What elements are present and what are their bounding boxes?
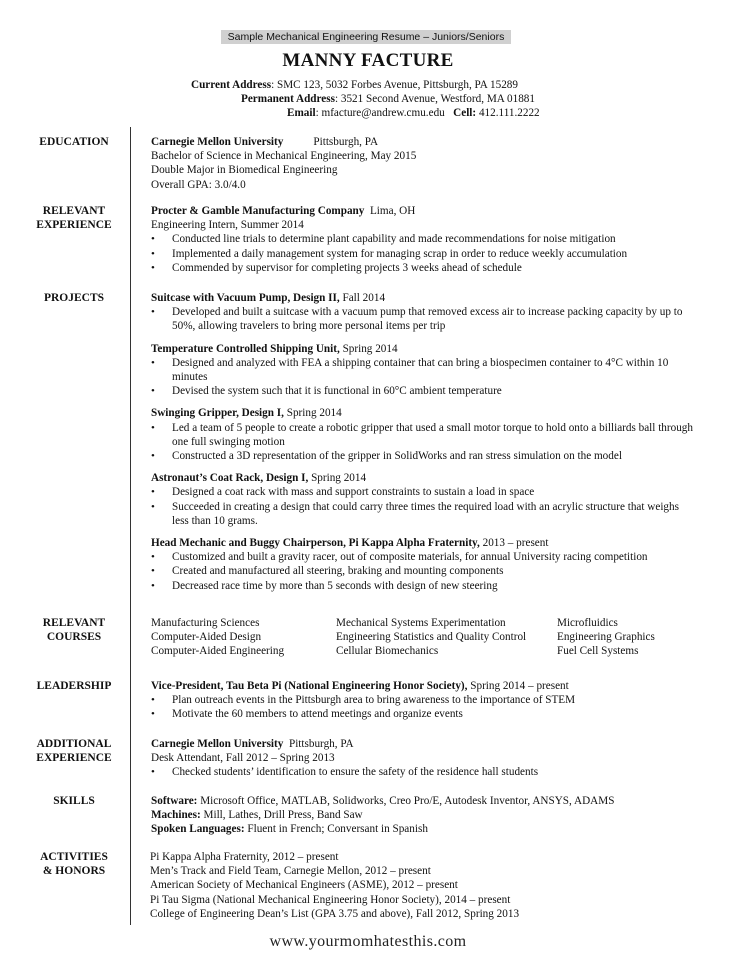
project-item <box>151 291 696 334</box>
courses-column-1 <box>151 616 284 659</box>
bullet-item: • Succeeded in creating a design that could carry three times the required load with an acrylic structure that weighs less than 10 grams. <box>151 500 696 528</box>
current-address-label: Current Address <box>191 79 272 91</box>
permanent-address-value: : 3521 Second Avenue, Westford, MA 01881 <box>334 93 535 105</box>
project-item <box>151 536 696 593</box>
project-title: Suitcase with Vacuum Pump, Design II, <box>151 292 340 304</box>
courses-label: RELEVANT COURSES <box>42 617 106 643</box>
projects-content <box>151 291 696 601</box>
experience-content <box>151 204 711 275</box>
machines-label: Machines: <box>151 809 201 822</box>
experience-bullets <box>151 232 711 275</box>
project-date: Spring 2014 <box>283 407 342 420</box>
bullet-item: • Implemented a daily management system for managing scrap in order to reduce weekly accumulation <box>151 247 711 261</box>
project-item <box>151 406 696 463</box>
additional-location: Pittsburgh, PA <box>288 738 354 750</box>
footer-watermark: www.yourmomhatesthis.com <box>269 933 467 950</box>
education-line: Bachelor of Science in Mechanical Engineering, May 2015 <box>151 150 417 163</box>
project-title: Astronaut’s Coat Rack, Design I, <box>151 472 309 485</box>
course-item: Computer-Aided Design <box>151 631 262 644</box>
bullet-item: • Conducted line trials to determine plant capability and made recommendations for noise mitigation <box>151 232 711 246</box>
course-item: Cellular Biomechanics <box>336 645 439 658</box>
project-date: 2013 – present <box>479 537 549 550</box>
activities-content <box>150 850 710 921</box>
experience-label: RELEVANT EXPERIENCE <box>36 205 112 231</box>
project-item <box>151 342 696 399</box>
additional-role: Desk Attendant, Fall 2012 – Spring 2013 <box>151 752 335 765</box>
course-item: Microfluidics <box>557 617 618 629</box>
bullet-item: • Checked students’ identification to ensure the safety of the residence hall students <box>151 765 711 779</box>
bullet-item: • Customized and built a gravity racer, out of composite materials, for annual University racing competition <box>151 550 696 564</box>
bullet-item: • Constructed a 3D representation of the gripper in SolidWorks and ran stress simulation on the model <box>151 449 696 463</box>
bullet-item: • Motivate the 60 members to attend meetings and organize events <box>151 707 711 721</box>
bullet-item: • Plan outreach events in the Pittsburgh area to bring awareness to the importance of STEM <box>151 693 711 707</box>
email-value: : mfacture@andrew.cmu.edu <box>315 107 445 119</box>
bullet-item: • Decreased race time by more than 5 seconds with design of new steering <box>151 579 696 593</box>
course-item: Mechanical Systems Experimentation <box>336 617 506 629</box>
software-label: Software: <box>151 795 198 807</box>
cell-value: 412.111.2222 <box>476 107 540 119</box>
project-date: Fall 2014 <box>339 292 386 304</box>
courses-column-2 <box>336 616 526 659</box>
resume-name: MANNY FACTURE <box>282 50 454 71</box>
project-title: Temperature Controlled Shipping Unit, <box>151 342 340 355</box>
leadership-content <box>151 679 711 722</box>
activity-item: Pi Kappa Alpha Fraternity, 2012 – present <box>150 851 339 863</box>
project-title: Head Mechanic and Buggy Chairperson, Pi Kappa Alpha Fraternity, <box>151 537 480 550</box>
projects-label: PROJECTS <box>43 292 105 304</box>
leadership-label: LEADERSHIP <box>36 680 112 692</box>
education-location: Pittsburgh, PA <box>313 136 379 148</box>
activities-label: ACTIVITIES & HONORS <box>40 851 108 877</box>
bullet-item: • Developed and built a suitcase with a vacuum pump that removed excess air to increase packing capacity by up to 50%, allowing travelers to bring more personal items per trip <box>151 305 696 333</box>
bullet-item: • Commended by supervisor for completing projects 3 weeks ahead of schedule <box>151 261 711 275</box>
education-label: EDUCATION <box>39 136 109 148</box>
activity-item: College of Engineering Dean’s List (GPA 3.75 and above), Fall 2012, Spring 2013 <box>150 907 520 920</box>
course-item: Engineering Graphics <box>557 631 655 644</box>
course-item: Engineering Statistics and Quality Control <box>336 631 527 644</box>
course-item: Manufacturing Sciences <box>151 617 260 629</box>
additional-label: ADDITIONAL EXPERIENCE <box>36 738 112 764</box>
bullet-item: • Created and manufactured all steering, braking and mounting components <box>151 564 696 578</box>
email-label: Email <box>287 107 316 119</box>
courses-column-3 <box>557 616 655 659</box>
education-content <box>151 135 711 192</box>
languages-label: Spoken Languages: <box>151 823 245 836</box>
skills-content <box>151 794 711 837</box>
additional-org: Carnegie Mellon University <box>151 738 284 750</box>
experience-location: Lima, OH <box>369 205 416 217</box>
experience-role: Engineering Intern, Summer 2014 <box>151 219 304 232</box>
bullet-item: • Designed a coat rack with mass and support constraints to sustain a load in space <box>151 485 696 499</box>
skills-label: SKILLS <box>53 795 95 807</box>
project-date: Spring 2014 <box>339 342 398 355</box>
machines-value: Mill, Lathes, Drill Press, Band Saw <box>200 809 363 822</box>
education-line: Double Major in Biomedical Engineering <box>151 164 338 177</box>
project-item <box>151 471 696 528</box>
sample-banner: Sample Mechanical Engineering Resume – Juniors/Seniors <box>221 30 511 44</box>
leadership-title: Vice-President, Tau Beta Pi (National Engineering Honor Society), <box>151 680 468 692</box>
permanent-address-label: Permanent Address <box>241 93 335 105</box>
course-item: Fuel Cell Systems <box>557 645 639 658</box>
education-line: Overall GPA: 3.0/4.0 <box>151 178 246 191</box>
activity-item: Pi Tau Sigma (National Mechanical Engineering Honor Society), 2014 – present <box>150 893 511 906</box>
experience-company: Procter & Gamble Manufacturing Company <box>151 205 365 217</box>
education-school: Carnegie Mellon University <box>151 136 284 148</box>
additional-content <box>151 737 711 780</box>
bullet-item: • Devised the system such that it is functional in 60°C ambient temperature <box>151 384 696 398</box>
languages-value: Fluent in French; Conversant in Spanish <box>244 823 428 836</box>
activity-item: American Society of Mechanical Engineers (ASME), 2012 – present <box>150 879 458 892</box>
section-divider-line <box>130 127 131 925</box>
bullet-item: • Designed and analyzed with FEA a shipping container that can bring a biospecimen container to 4°C within 10 minutes <box>151 356 696 384</box>
activity-item: Men’s Track and Field Team, Carnegie Mellon, 2012 – present <box>150 865 431 878</box>
permanent-address <box>241 93 535 105</box>
software-value: Microsoft Office, MATLAB, Solidworks, Creo Pro/E, Autodesk Inventor, ANSYS, ADAMS <box>197 795 615 807</box>
leadership-date: Spring 2014 – present <box>467 680 569 692</box>
current-address <box>191 79 518 91</box>
project-title: Swinging Gripper, Design I, <box>151 407 284 420</box>
cell-label: Cell: <box>453 107 477 119</box>
email-cell <box>287 107 540 119</box>
course-item: Computer-Aided Engineering <box>151 645 285 658</box>
project-date: Spring 2014 <box>308 472 367 485</box>
current-address-value: : SMC 123, 5032 Forbes Avenue, Pittsburgh, PA 15289 <box>271 79 518 91</box>
bullet-item: • Led a team of 5 people to create a robotic gripper that used a small motor torque to hold onto a billiards ball through one full swinging motion <box>151 421 696 449</box>
